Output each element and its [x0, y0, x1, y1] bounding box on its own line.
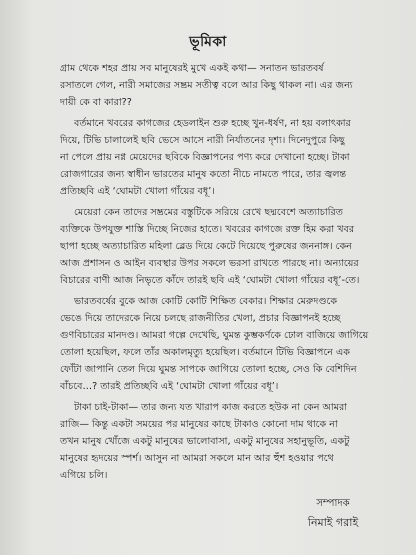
text-line: রোজগারের জন্য স্বাধীন ভারতের মানুষ কতো নীচে নামতে পারে, তার জ্বলন্ত	[60, 169, 347, 180]
text-line: দিয়ে, টিভি চালালেই ছবি ভেসে আসে নারী নির্যাতনের দৃশ্য। দিনেদুপুরে কিছু	[60, 135, 345, 146]
paragraph-5	[60, 399, 390, 484]
text-line: ব্যক্তিকে উপযুক্ত শাস্তি দিচ্ছে নিজের হাতে। খবরের কাগজে রক্ত হিম করা খবর	[60, 224, 355, 235]
text-line: তোলা হয়েছিল, ফলে তাঁর অকালমৃত্যু হয়েছিল। বর্তমানে টিভি বিজ্ঞাপনে এক	[60, 347, 351, 358]
text-line: তখন মানুষ খোঁজে একটু মানুষের ভালোবাসা, একটু মানুষের সহানুভূতি, একটু	[60, 436, 350, 447]
text-line: আজ প্রশাসন ও আইন ব্যবস্থার উপর সকলে ভরসা রাখতে পারছে না। অন্যায়ের	[60, 258, 359, 269]
text-line: ছাপা হচ্ছে অত্যাচারিত মহিলা ব্লেড দিয়ে কেটে দিয়েছে পুরুষের জননাঙ্গ। কেন	[60, 241, 352, 252]
text-line: বিচারের বাণী আজ নিভৃতে কাঁদে তারই ছবি এই ‘ঘোমটা খোলা গাঁয়ের বধূ’-তে।	[60, 275, 360, 286]
text-line: ভারতবর্ষের বুকে আজ কোটি কোটি শিক্ষিত বেকার। শিক্ষার মেরুদণ্ডকে	[74, 296, 338, 307]
text-line: টাকা চাই-টাকা— তার জন্য যত খারাপ কাজ করতে হউক না কেন আমরা	[74, 402, 348, 413]
signature-name: নিমাই গরাই	[307, 516, 359, 529]
preface-body	[60, 60, 390, 488]
text-line: বর্তমানে খবরের কাগজের হেডলাইন শুরু হচ্ছে খুন-ধর্ষণ, না হয় বলাৎকার	[74, 118, 351, 129]
text-line: ভেঙে দিয়ে তাদেরকে নিয়ে চলছে রাজনীতির খেলা, প্রচার বিজ্ঞাপনই হচ্ছে	[60, 313, 341, 324]
paragraph-2	[60, 115, 390, 200]
text-line: দায়ী কে বা কারা??	[60, 97, 132, 108]
paragraph-4	[60, 293, 390, 395]
text-line: না পেলে প্রায় নগ্ন মেয়েদের ছবিকে বিজ্ঞাপনের পণ্য করে দেখানো হচ্ছে। টাকা	[60, 152, 350, 163]
text-line: রাজি— কিন্তু একটা সময়ের পর মানুষের কাছে টাকাও কোনো দাম থাকে না	[60, 419, 338, 430]
paragraph-1	[60, 60, 390, 111]
text-line: গ্রাম থেকে শহর প্রায় সব মানুষেরই মুখে একই কথা— সনাতন ভারতবর্ষ	[60, 63, 324, 74]
text-line: রসাতলে গেল, নারী সমাজের সম্ভ্রম সতীত্ব বলে আর কিছু থাকল না। এর জন্য	[60, 80, 353, 91]
paragraph-3	[60, 204, 390, 289]
text-line: মানুষের হৃদয়ের স্পর্শ। আসুন না আমরা সকলে মান আর হুঁশ হওয়ার পথে	[60, 453, 334, 464]
page-heading: ভূমিকা	[189, 34, 227, 50]
text-line: এগিয়ে চলি।	[60, 470, 108, 481]
text-line: গুণবিচারের মানদণ্ড। আমরা গল্পে দেখেছি, ঘুমন্ত কুম্ভকর্ণকে ঢোল বাজিয়ে জাগিয়ে	[60, 330, 369, 341]
text-line: মেয়েরা কেন তাদের সম্ভ্রমের বস্তুটিকে সরিয়ে রেখে ছদ্মবেশে অত্যাচারিত	[74, 207, 343, 218]
text-line: প্রতিচ্ছবি এই ‘ঘোমটা খোলা গাঁয়ের বধূ’।	[60, 186, 215, 197]
signature-role: সম্পাদক	[316, 498, 350, 509]
text-line: বাঁচবে…? তারই প্রতিচ্ছবি এই ‘ঘোমটা খোলা গাঁয়ের বধূ’।	[60, 381, 279, 392]
text-line: ফোঁটা জাপানি তেল দিয়ে ঘুমন্ত সাপকে জাগিয়ে তোলা হচ্ছে, সেও কি বেশিদিন	[60, 364, 357, 375]
